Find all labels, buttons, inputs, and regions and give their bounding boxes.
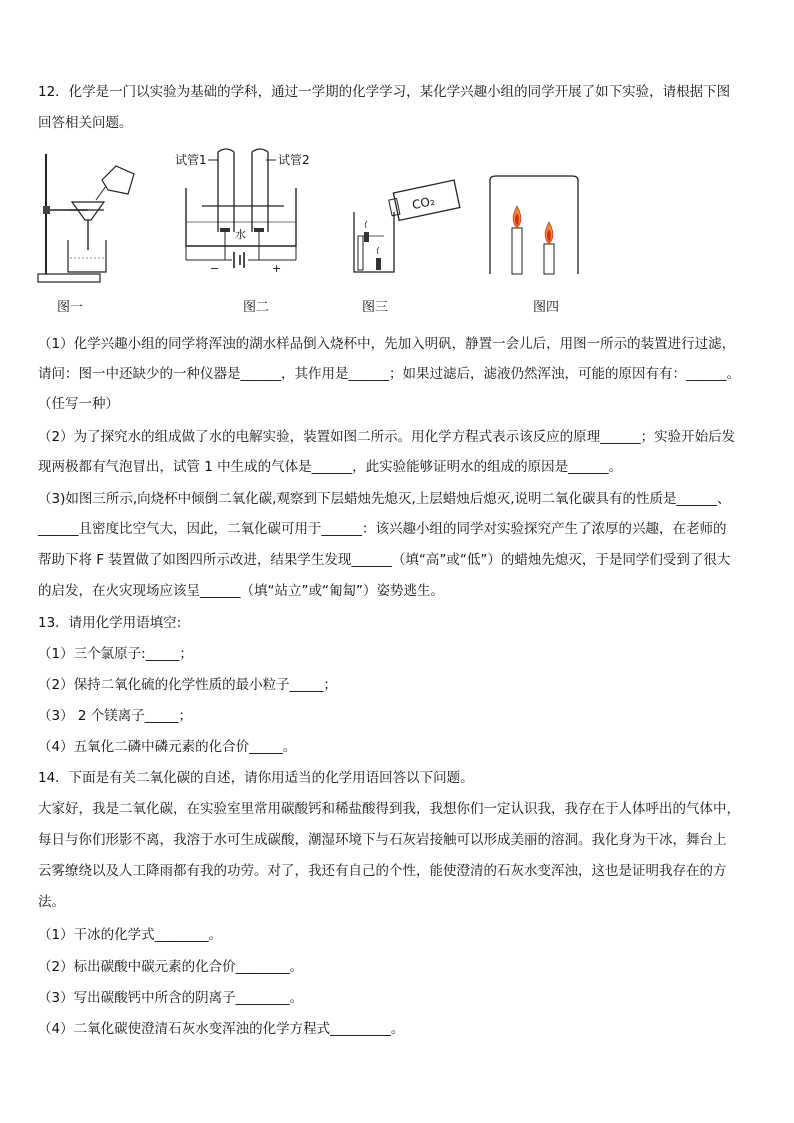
tube-2-label: 试管2 (278, 153, 310, 167)
q14-item1: （1）干冰的化学式________。 (38, 927, 223, 943)
q14-text-line3: 云雾缭绕以及人工降雨都有我的功劳。对了，我还有自己的个性，能使澄清的石灰水变浑浊，这也是证明我存在的方 (38, 863, 727, 879)
q12-part3-line2: ______且密度比空气大，因此，二氧化碳可用于______：该兴趣小组的同学对实验探究产生了浓厚的兴趣，在老师的 (38, 521, 727, 537)
q12-part3-line4: 的启发，在火灾现场应该呈______（填“站立”或“匍匐”）姿势逃生。 (38, 583, 444, 599)
water-label: 水 (235, 228, 246, 241)
q12-part1-line3: （任写一种） (38, 396, 119, 412)
q13-item1: （1）三个氯原子:_____； (38, 646, 193, 662)
q12-part1-line2: 请问：图一中还缺少的一种仪器是______，其作用是______；如果过滤后，滤液仍然浑浊，可能的原因有有：______。 (38, 366, 740, 382)
q12-part3-line3: 帮助下将 F 装置做了如图四所示改进，结果学生发现______（填“高”或“低”）的蜡烛先熄灭，于是同学们受到了很大 (38, 552, 731, 568)
q14-item3: （3）写出碳酸钙中所含的阴离子________。 (38, 990, 304, 1006)
q13-item2: （2）保持二氧化硫的化学性质的最小粒子_____； (38, 677, 337, 693)
figure-4-caption: 图四 (533, 300, 560, 315)
q12-part3-line1: （3)如图三所示,向烧杯中倾倒二氧化碳,观察到下层蜡烛先熄灭,上层蜡烛后熄灭,说明二氧化碳具有的性质是______、 (38, 491, 731, 507)
q13-item4: （4）五氧化二磷中磷元素的化合价_____。 (38, 739, 297, 755)
q12-part2-line1: （2）为了探究水的组成做了水的电解实验，装置如图二所示。用化学方程式表示该反应的原理______；实验开始后发 (38, 429, 736, 445)
q12-intro-line1: 12．化学是一门以实验为基础的学科，通过一学期的化学学习，某化学兴趣小组的同学开展了如下实验，请根据下图 (38, 84, 731, 100)
co2-label: CO₂ (410, 193, 436, 213)
q12-intro-line2: 回答相关问题。 (38, 115, 133, 131)
figure-3-caption: 图三 (362, 300, 389, 315)
q12-part1-line1: （1）化学兴趣小组的同学将浑浊的湖水样品倒入烧杯中，先加入明矾，静置一会儿后，用图一所示的装置进行过滤， (38, 336, 736, 352)
figure-4-candles-in-glass (488, 174, 580, 276)
q14-text-line4: 法。 (38, 894, 65, 910)
q14-item2: （2）标出碳酸中碳元素的化合价________。 (38, 959, 304, 975)
q12-part2-line2: 现两极都有气泡冒出，试管 1 中生成的气体是______，此实验能够证明水的组成的原因是______。 (38, 459, 623, 475)
plus-label: + (272, 262, 282, 275)
tube-1-label: 试管1 (175, 153, 207, 167)
figure-1-caption: 图一 (57, 300, 84, 315)
q14-text-line1: 大家好，我是二氧化碳，在实验室里常用碳酸钙和稀盐酸得到我，我想你们一定认识我，我存在于人体呼出的气体中， (38, 801, 740, 817)
q14-item4: （4）二氧化碳使澄清石灰水变浑浊的化学方程式_________。 (38, 1021, 405, 1037)
figure-3-co2-candles (350, 176, 465, 278)
q14-text-line2: 每日与你们形影不离，我溶于水可生成碳酸，潮湿环境下与石灰岩接触可以形成美丽的溶洞。我化身为干冰，舞台上 (38, 832, 727, 848)
figure-2-caption: 图二 (243, 300, 270, 315)
q14-title: 14．下面是有关二氧化碳的自述，请你用适当的化学用语回答以下问题。 (38, 770, 474, 786)
q13-item3: （3） 2 个镁离子_____； (38, 708, 193, 724)
q13-title: 13．请用化学用语填空: (38, 615, 182, 631)
minus-label: − (210, 262, 220, 275)
figure-2-electrolysis (172, 148, 312, 278)
figure-1-filtration (36, 152, 146, 287)
